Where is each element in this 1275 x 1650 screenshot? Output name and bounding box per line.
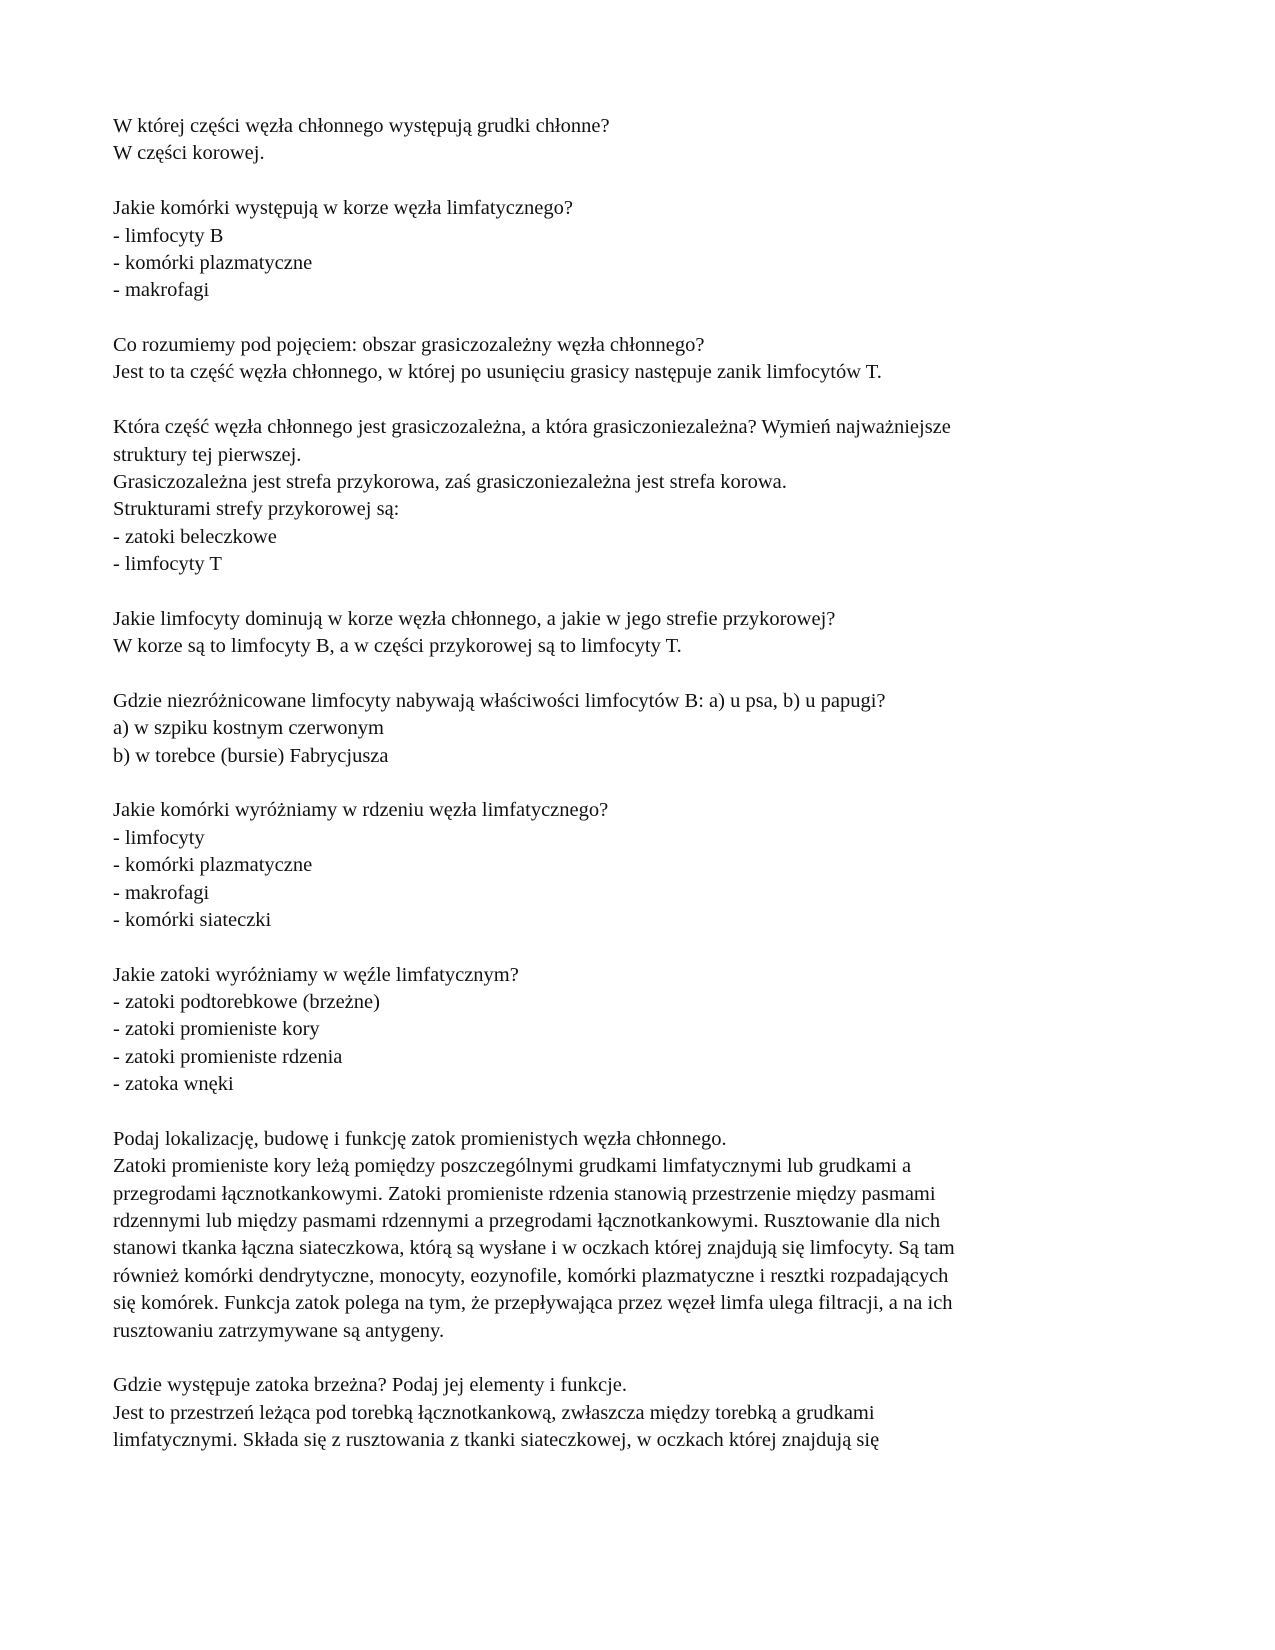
answer-line: przegrodami łącznotkankowymi. Zatoki promieniste rdzenia stanowią przestrzenie między pasmami	[113, 1182, 936, 1205]
answer-line: - zatoki promieniste kory	[113, 1018, 320, 1041]
qa-section	[113, 606, 1173, 661]
question-line: Co rozumiemy pod pojęciem: obszar grasiczozależny węzła chłonnego?	[113, 334, 705, 356]
question-line: Jakie komórki występują w korze węzła limfatycznego?	[113, 197, 573, 220]
qa-section	[113, 688, 1173, 770]
answer-line: - zatoki promieniste rdzenia	[113, 1045, 343, 1068]
question-line: Jakie zatoki wyróżniamy w węźle limfatycznym?	[113, 963, 519, 986]
question-line: Jakie komórki wyróżniamy w rdzeniu węzła limfatycznego?	[113, 799, 609, 822]
qa-section	[113, 1126, 1173, 1345]
answer-line: Zatoki promieniste kory leżą pomiędzy poszczególnymi grudkami limfatycznymi lub grudkami a	[113, 1155, 912, 1178]
document-page	[113, 113, 1173, 1482]
answer-line: rdzennymi lub między pasmami rdzennymi a przegrodami łącznotkankowymi. Rusztowanie dla nich	[113, 1210, 941, 1232]
qa-section	[113, 332, 1173, 387]
answer-line: się komórek. Funkcja zatok polega na tym, że przepływająca przez węzeł limfa ulega filtracji, a na ich	[113, 1292, 953, 1315]
answer-line: - makrofagi	[113, 279, 210, 302]
answer-line: Strukturami strefy przykorowej są:	[113, 498, 400, 521]
answer-line: - makrofagi	[113, 881, 210, 904]
answer-line: a) w szpiku kostnym czerwonym	[113, 717, 384, 740]
qa-section	[113, 113, 1173, 168]
answer-line: - limfocyty T	[113, 553, 222, 575]
answer-line: struktury tej pierwszej.	[113, 443, 302, 466]
answer-line: limfatycznymi. Składa się z rusztowania z tkanki siateczkowej, w oczkach której znajdują się	[113, 1429, 880, 1451]
answer-line: Grasiczozależna jest strefa przykorowa, zaś grasiczoniezależna jest strefa korowa.	[113, 470, 787, 493]
question-line: Gdzie niezróżnicowane limfocyty nabywają właściwości limfocytów B: a) u psa, b) u papugi?	[113, 689, 886, 712]
answer-line: - komórki plazmatyczne	[113, 854, 313, 877]
answer-line: - limfocyty	[113, 826, 205, 849]
answer-line: - zatoka wnęki	[113, 1073, 234, 1096]
question-line: W której części węzła chłonnego występują grudki chłonne?	[113, 115, 610, 137]
answer-line: - zatoki podtorebkowe (brzeżne)	[113, 991, 380, 1013]
answer-line: Jest to przestrzeń leżąca pod torebką łącznotkankową, zwłaszcza między torebką a grudkami	[113, 1401, 875, 1424]
qa-section	[113, 1372, 1173, 1454]
question-line: Która część węzła chłonnego jest grasiczozależna, a która grasiczoniezależna? Wymień najważniejsze	[113, 416, 951, 439]
answer-line: W korze są to limfocyty B, a w części przykorowej są to limfocyty T.	[113, 635, 682, 658]
answer-line: Jest to ta część węzła chłonnego, w której po usunięciu grasicy następuje zanik limfocytów T.	[113, 361, 882, 384]
answer-line: - limfocyty B	[113, 224, 224, 247]
question-line: Gdzie występuje zatoka brzeżna? Podaj jej elementy i funkcje.	[113, 1374, 627, 1397]
answer-line: rusztowaniu zatrzymywane są antygeny.	[113, 1319, 445, 1342]
answer-line: b) w torebce (bursie) Fabrycjusza	[113, 744, 389, 767]
qa-section	[113, 414, 1173, 578]
qa-section	[113, 797, 1173, 934]
answer-line: - komórki plazmatyczne	[113, 251, 313, 274]
answer-line: - zatoki beleczkowe	[113, 525, 277, 548]
answer-line: stanowi tkanka łączna siateczkowa, którą są wysłane i w oczkach której znajdują się limfocyty. Są tam	[113, 1237, 955, 1260]
answer-line: również komórki dendrytyczne, monocyty, eozynofile, komórki plazmatyczne i resztki rozpadających	[113, 1264, 949, 1287]
answer-line: W części korowej.	[113, 142, 265, 165]
question-line: Jakie limfocyty dominują w korze węzła chłonnego, a jakie w jego strefie przykorowej?	[113, 607, 836, 630]
answer-line: - komórki siateczki	[113, 908, 272, 931]
qa-section	[113, 962, 1173, 1099]
question-line: Podaj lokalizację, budowę i funkcję zatok promienistych węzła chłonnego.	[113, 1127, 727, 1150]
qa-section	[113, 195, 1173, 305]
